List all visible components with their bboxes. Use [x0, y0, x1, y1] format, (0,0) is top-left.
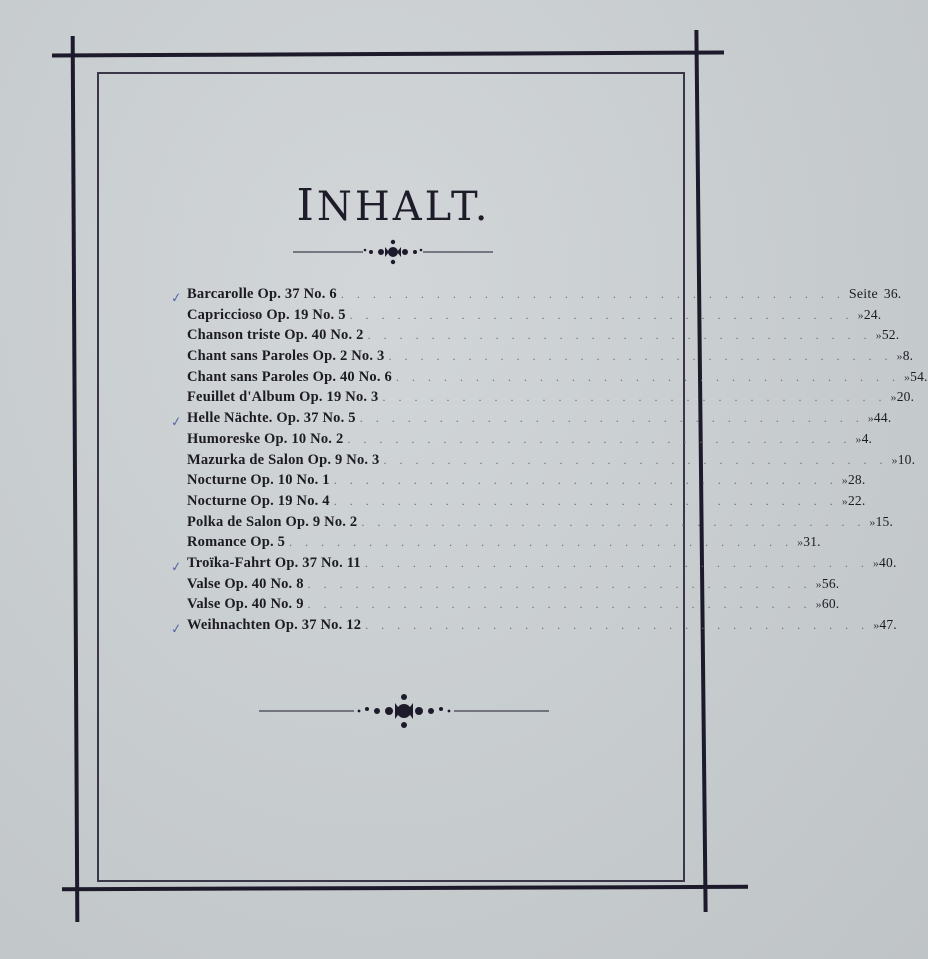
toc-entry-title: Barcarolle Op. 37 No. 6: [187, 286, 337, 302]
toc-page-number: 52.: [881, 327, 900, 343]
ditto-mark: »: [875, 328, 882, 343]
ditto-mark: »: [873, 618, 880, 632]
toc-page-number: 20.: [896, 389, 915, 405]
toc-entry-title: Capriccioso Op. 19 No. 5: [187, 306, 346, 323]
dot-leader: . . . . . . . . . . . . . . . . . . . . . . . . . . . . . . . .: [289, 535, 794, 550]
toc-page-number: 40.: [879, 554, 897, 570]
dot-leader: . . . . . . . . . . . . . . . . . . . . . . . . . . . . . . . .: [347, 431, 852, 446]
toc-row: [187, 325, 900, 346]
dot-leader: . . . . . . . . . . . . . . . . . . . . . . . . . . . . . . . .: [364, 555, 869, 570]
pencil-check-icon: ✓: [169, 620, 183, 637]
toc-entry-title: Chant sans Paroles Op. 40 No. 6: [187, 368, 392, 385]
toc-row: [187, 346, 914, 367]
dot-leader: . . . . . . . . . . . . . . . . . . . . . . . . . . . . . . . .: [307, 576, 812, 591]
dot-leader: . . . . . . . . . . . . . . . . . . . . . . . . . . . . . . . .: [333, 493, 838, 508]
toc-page-number: 44.: [873, 410, 892, 426]
toc-page-number: 31.: [803, 534, 821, 550]
ditto-mark: »: [855, 431, 862, 446]
dot-leader: . . . . . . . . . . . . . . . . . . . . . . . . . . . . . . . .: [349, 307, 854, 322]
dot-leader: . . . . . . . . . . . . . . . . . . . . . . . . . . . . . . . .: [365, 618, 870, 632]
toc-row: [187, 305, 882, 326]
toc-page-number: 22.: [847, 492, 866, 508]
dot-leader: . . . . . . . . . . . . . . . . . . . . . . . . . . . . . . . .: [359, 411, 864, 426]
toc-row: [187, 470, 866, 491]
toc-entry-title: Troïka-Fahrt Op. 37 No. 11: [187, 554, 361, 571]
page-title-rest: NHALT.: [316, 184, 491, 230]
ornament-divider-bottom: [259, 691, 549, 731]
toc-page-number: 54.: [910, 368, 928, 384]
toc-page-number: 10.: [897, 451, 916, 467]
dot-leader: . . . . . . . . . . . . . . . . . . . . . . . . . . . . . . . .: [340, 287, 845, 301]
toc-row: [169, 553, 897, 575]
toc-entry-title: Mazurka de Salon Op. 9 No. 3: [187, 451, 380, 468]
page-title-initial: I: [296, 180, 317, 231]
ornament-divider-top: [293, 238, 493, 268]
toc-row: [187, 429, 873, 450]
toc-entry-title: Chant sans Paroles Op. 2 No. 3: [187, 348, 385, 365]
ditto-mark: »: [815, 576, 822, 591]
toc-page-number: 24.: [863, 306, 882, 322]
ditto-mark: »: [867, 411, 874, 426]
dot-leader: . . . . . . . . . . . . . . . . . . . . . . . . . . . . . . . .: [361, 514, 866, 529]
toc-entry-title: Humoreske Op. 10 No. 2: [187, 430, 344, 447]
toc-entry-title: Weihnachten Op. 37 No. 12: [187, 617, 362, 633]
ditto-mark: »: [841, 473, 848, 488]
outer-frame-left-rule: [71, 36, 80, 922]
ditto-mark: »: [857, 307, 864, 322]
dot-leader: . . . . . . . . . . . . . . . . . . . . . . . . . . . . . . . .: [382, 390, 887, 405]
ditto-mark: »: [903, 369, 911, 384]
ditto-mark: »: [841, 493, 848, 508]
toc-page-number: 28.: [847, 472, 866, 488]
ditto-mark: »: [890, 390, 897, 405]
toc-entry-title: Helle Nächte. Op. 37 No. 5: [187, 410, 356, 427]
toc-page-number: 47.: [879, 617, 897, 632]
ditto-mark: »: [797, 535, 804, 550]
toc-row: [187, 574, 840, 595]
toc-page-number: 36.: [883, 286, 902, 301]
toc-row: [187, 532, 821, 553]
toc-row: [187, 491, 866, 512]
dot-leader: . . . . . . . . . . . . . . . . . . . . . . . . . . . . . . . .: [367, 328, 872, 343]
toc-entry-title: Feuillet d'Album Op. 19 No. 3: [187, 389, 379, 406]
toc-entry-title: Nocturne Op. 10 No. 1: [187, 472, 330, 489]
toc-row: [169, 284, 902, 306]
ditto-mark: »: [872, 555, 880, 570]
table-of-contents: [169, 284, 928, 637]
toc-entry-title: Valse Op. 40 No. 9: [187, 596, 304, 613]
ditto-mark: »: [896, 349, 903, 364]
toc-row: [187, 367, 928, 388]
dot-leader: . . . . . . . . . . . . . . . . . . . . . . . . . . . . . . . .: [388, 349, 893, 364]
dot-leader: . . . . . . . . . . . . . . . . . . . . . . . . . . . . . . . .: [333, 473, 838, 488]
page-label: Seite: [848, 287, 878, 302]
toc-page-number: 4.: [861, 430, 873, 446]
toc-row: [169, 615, 897, 637]
pencil-check-icon: ✓: [169, 558, 183, 575]
toc-entry-title: Polka de Salon Op. 9 No. 2: [187, 513, 358, 530]
toc-page-number: 15.: [875, 513, 894, 529]
ditto-mark: »: [891, 452, 898, 467]
toc-row: [187, 450, 916, 471]
toc-page-number: 60.: [821, 596, 840, 612]
ditto-mark: »: [869, 514, 876, 529]
outer-frame-top-rule: [52, 51, 724, 58]
toc-entry-title: Romance Op. 5: [187, 534, 286, 551]
dot-leader: . . . . . . . . . . . . . . . . . . . . . . . . . . . . . . . .: [395, 369, 900, 384]
toc-page-number: 56.: [821, 575, 840, 591]
toc-row: [187, 512, 894, 533]
toc-entry-title: Nocturne Op. 19 No. 4: [187, 492, 330, 509]
toc-row: [187, 387, 915, 408]
ditto-mark: »: [815, 597, 822, 612]
pencil-check-icon: ✓: [169, 289, 183, 306]
pencil-check-icon: ✓: [169, 413, 183, 430]
outer-frame-bottom-rule: [62, 885, 748, 891]
dot-leader: . . . . . . . . . . . . . . . . . . . . . . . . . . . . . . . .: [383, 452, 888, 467]
toc-entry-title: Valse Op. 40 No. 8: [187, 575, 304, 592]
page-title: [0, 180, 787, 231]
toc-page-number: 8.: [902, 348, 914, 364]
toc-entry-title: Chanson triste Op. 40 No. 2: [187, 327, 364, 344]
dot-leader: . . . . . . . . . . . . . . . . . . . . . . . . . . . . . . . .: [307, 597, 812, 612]
toc-row: [169, 408, 892, 430]
toc-row: [187, 594, 840, 615]
